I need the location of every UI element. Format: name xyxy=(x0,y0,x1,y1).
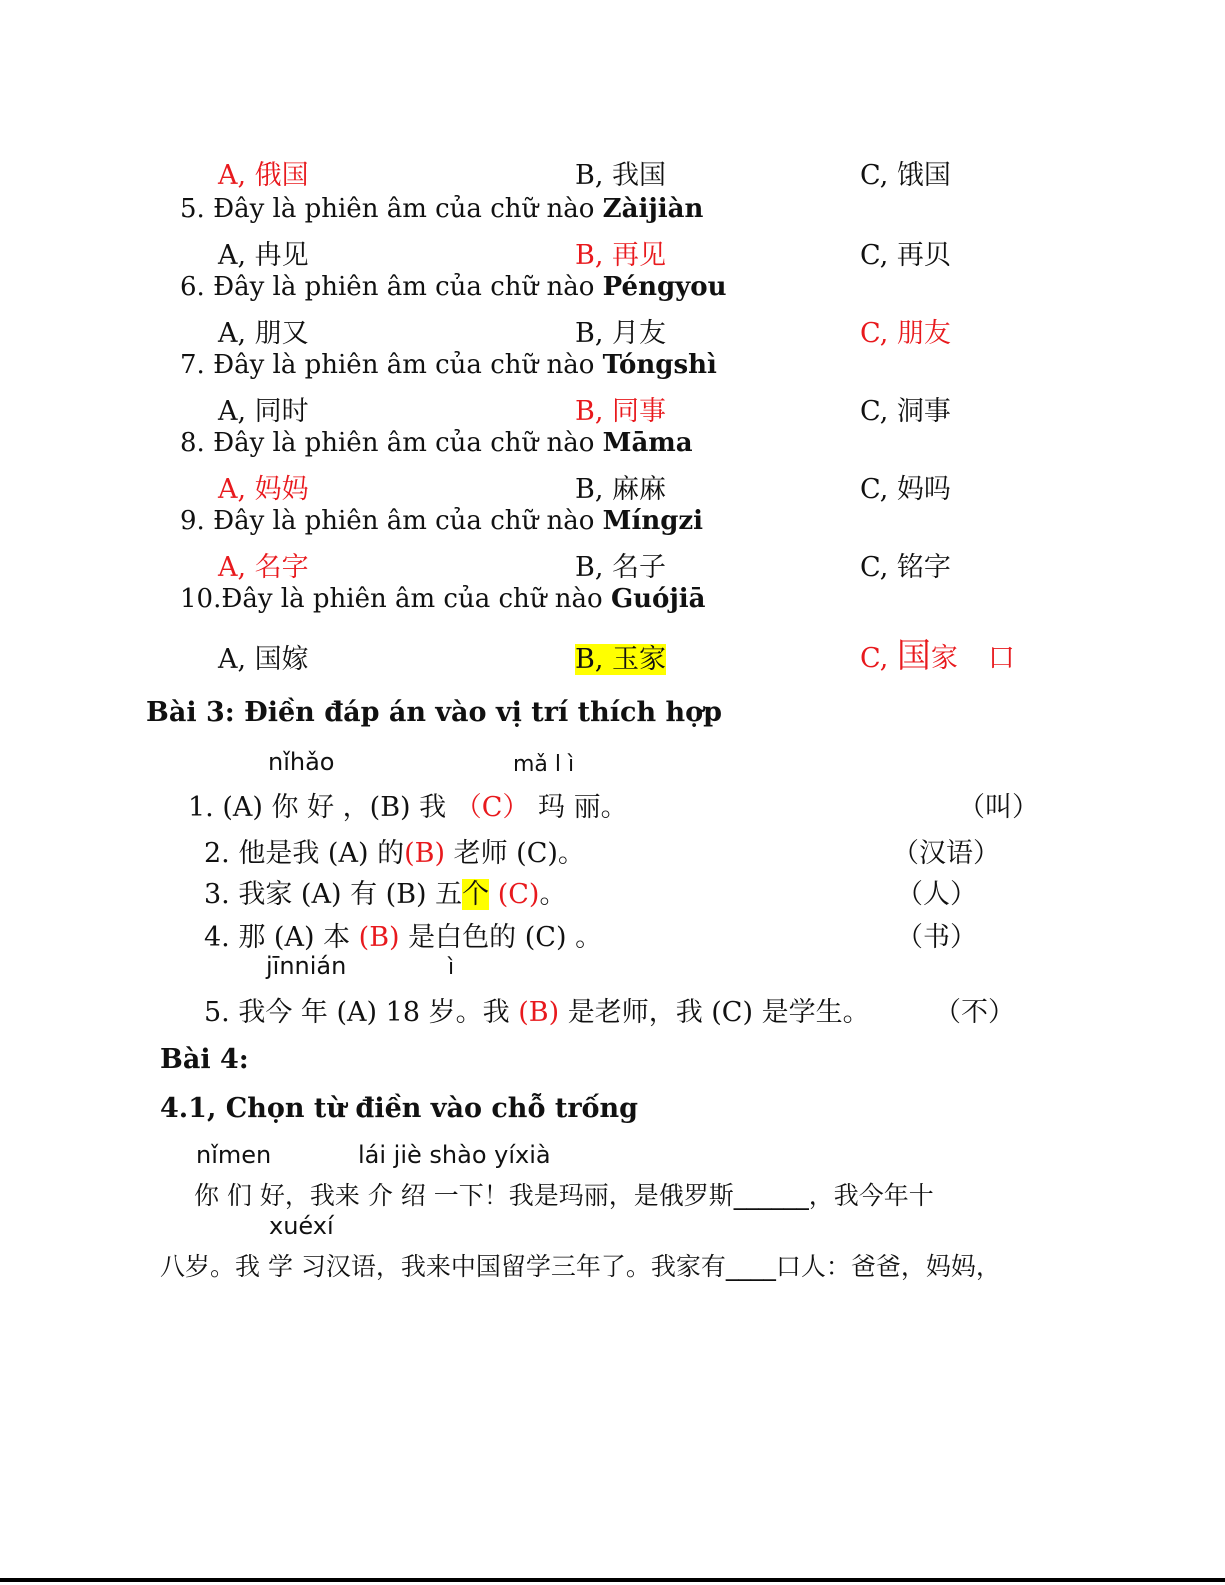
question-pinyin: Tóngshì xyxy=(602,350,717,380)
item-number: 2. xyxy=(204,838,230,869)
question-prompt: Đây là phiên âm của chữ nào xyxy=(213,506,603,536)
item-text: 他是我 (A) 的 xyxy=(229,838,405,869)
q7-option-b: B, 同事 xyxy=(575,396,667,427)
question-pinyin: Zàijiàn xyxy=(602,194,704,224)
q5-option-c: C, 再贝 xyxy=(860,240,951,271)
q9-option-a: A, 名字 xyxy=(218,552,309,583)
bai3-word-4: （书） xyxy=(896,922,977,953)
item-number: 3. xyxy=(204,879,230,910)
bai3-word-1: （叫） xyxy=(958,792,1039,823)
bai3-item-1 xyxy=(188,785,628,824)
bai3-item-3 xyxy=(204,872,566,911)
question-number: 9. xyxy=(180,506,205,536)
pinyin-annotation: ì xyxy=(448,955,455,980)
pinyin-annotation: nǐhǎo xyxy=(268,748,335,776)
item-number: 5. xyxy=(204,997,230,1028)
q4-option-a: A, 俄国 xyxy=(218,160,309,191)
question-5 xyxy=(180,194,703,224)
bai3-word-5: （不） xyxy=(934,997,1015,1028)
highlighted-word: 个 xyxy=(462,879,490,910)
bai4-subheading: 4.1, Chọn từ điền vào chỗ trống xyxy=(160,1093,639,1124)
bai3-word-2: （汉语） xyxy=(892,838,1000,869)
item-text: 那 (A) 本 xyxy=(229,922,359,953)
pinyin-annotation: mǎ l ì xyxy=(513,752,575,777)
q10-option-c xyxy=(860,628,1015,677)
bai3-item-2 xyxy=(204,831,585,870)
answer-mark: (B) xyxy=(404,838,446,869)
item-text: 。 xyxy=(539,879,567,910)
bai3-heading: Bài 3: Điền đáp án vào vị trí thích hợp xyxy=(146,697,723,728)
answer-mark: （C） xyxy=(454,792,530,823)
option-prefix: C, xyxy=(860,643,897,674)
question-9 xyxy=(180,506,703,536)
option-character: 口 xyxy=(987,643,1015,674)
bai4-heading: Bài 4: xyxy=(160,1044,249,1075)
item-text: 玛 丽。 xyxy=(529,792,628,823)
q6-option-c: C, 朋友 xyxy=(860,318,951,349)
question-prompt: Đây là phiên âm của chữ nào xyxy=(213,272,603,302)
option-prefix: B, xyxy=(575,644,613,675)
q6-option-a: A, 朋又 xyxy=(218,318,309,349)
q10-option-a: A, 国嫁 xyxy=(218,644,309,675)
question-number: 7. xyxy=(180,350,205,380)
q7-option-c: C, 洞事 xyxy=(860,396,951,427)
passage-line-1: 你 们 好，我来 介 绍 一下！我是玛丽，是俄罗斯______，我今年十 xyxy=(194,1181,934,1210)
page-bottom-rule xyxy=(0,1578,1225,1582)
item-text: (A) 你 好 ，(B) 我 xyxy=(213,792,455,823)
bai3-item-5 xyxy=(204,990,870,1029)
question-pinyin: Míngzi xyxy=(602,506,704,536)
question-8 xyxy=(180,428,693,458)
question-pinyin: Péngyou xyxy=(602,272,727,302)
question-pinyin: Guójiā xyxy=(610,584,706,614)
q5-option-a: A, 冉见 xyxy=(218,240,309,271)
item-text: 是老师，我 (C) 是学生。 xyxy=(559,997,870,1028)
question-pinyin: Māma xyxy=(602,428,693,458)
question-number: 10. xyxy=(180,584,222,614)
answer-mark: (B) xyxy=(518,997,560,1028)
bai3-word-3: （人） xyxy=(896,879,977,910)
large-character: 国 xyxy=(896,636,931,676)
q8-option-c: C, 妈吗 xyxy=(860,474,951,505)
answer-mark: (C) xyxy=(489,879,540,910)
highlighted-word: 玉家 xyxy=(612,644,667,675)
question-prompt: Đây là phiên âm của chữ nào xyxy=(221,584,611,614)
item-number: 1. xyxy=(188,792,214,823)
question-prompt: Đây là phiên âm của chữ nào xyxy=(213,194,603,224)
q9-option-c: C, 铭字 xyxy=(860,552,951,583)
pinyin-annotation: lái jiè shào yíxià xyxy=(358,1141,551,1169)
bai3-item-4 xyxy=(204,915,602,954)
question-number: 5. xyxy=(180,194,205,224)
q4-option-c: C, 饿国 xyxy=(860,160,951,191)
pinyin-annotation: xuéxí xyxy=(269,1212,334,1240)
q4-option-b: B, 我国 xyxy=(575,160,667,191)
q5-option-b: B, 再见 xyxy=(575,240,667,271)
q7-option-a: A, 同时 xyxy=(218,396,309,427)
answer-mark: (B) xyxy=(358,922,400,953)
q8-option-b: B, 麻麻 xyxy=(575,474,667,505)
pinyin-annotation: jīnnián xyxy=(266,952,347,980)
option-character: 家 xyxy=(930,643,958,674)
q10-option-b xyxy=(575,637,666,676)
item-text: 我今 年 (A) 18 岁。我 xyxy=(229,997,519,1028)
q8-option-a: A, 妈妈 xyxy=(218,474,309,505)
q6-option-b: B, 月友 xyxy=(575,318,667,349)
question-number: 8. xyxy=(180,428,205,458)
passage-line-2: 八岁。我 学 习汉语，我来中国留学三年了。我家有____口人：爸爸，妈妈， xyxy=(160,1252,1001,1281)
pinyin-annotation: nǐmen xyxy=(196,1141,272,1169)
question-10 xyxy=(180,584,706,614)
question-prompt: Đây là phiên âm của chữ nào xyxy=(213,350,603,380)
question-prompt: Đây là phiên âm của chữ nào xyxy=(213,428,603,458)
item-text: 老师 (C)。 xyxy=(445,838,585,869)
question-6 xyxy=(180,272,727,302)
question-7 xyxy=(180,350,717,380)
item-number: 4. xyxy=(204,922,230,953)
question-number: 6. xyxy=(180,272,205,302)
item-text: 我家 (A) 有 (B) 五 xyxy=(229,879,463,910)
item-text: 是白色的 (C) 。 xyxy=(399,922,603,953)
q9-option-b: B, 名子 xyxy=(575,552,667,583)
